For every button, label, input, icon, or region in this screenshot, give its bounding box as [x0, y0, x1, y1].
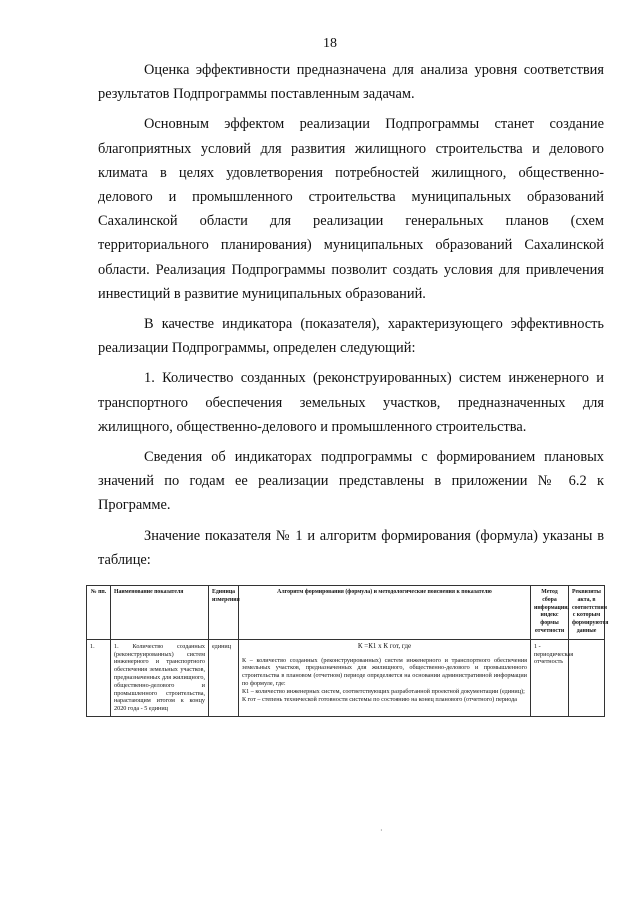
paragraph-main-effect: Основным эффектом реализации Подпрограммы станет создание благоприятных условий для развития жилищного строительства и делового климата в целях удовлетворения потребностей жилищного, общественно-делового и промышленного строительства муниципальных образований Сахалинской области для реализации генеральных планов (схем территориального планирования) муниципальных образований Сахалинской области. Реализация Подпрограммы позволит создать условия для привлечения инвестиций в развитие муниципальных образований.: [98, 116, 604, 302]
header-method: Метод сбора информации, индекс формы отчетности: [531, 586, 569, 640]
paragraph-indicator-1: 1. Количество созданных (реконструированных) систем инженерного и транспортного обеспечения земельных участков, предназначенных для жилищного, общественно-делового и промышленного строительства.: [98, 370, 604, 435]
header-algorithm: Алгоритм формирования (формула) и методологические пояснения к показателю: [239, 586, 531, 640]
document-body: [98, 58, 604, 576]
formula-text: К =К1 х К гот, где: [357, 641, 412, 650]
paragraph-indicator-intro: В качестве индикатора (показателя), характеризующего эффективность реализации Подпрограммы, определен следующий:: [98, 316, 604, 357]
cell-method: 1 - периодическая отчетность: [531, 639, 569, 716]
table-row: [87, 639, 605, 716]
table-header-row: [87, 586, 605, 640]
algorithm-line: К гот – степень технической готовности системы по состоянию на конец планового (отчетного) периода: [242, 695, 518, 703]
paragraph-appendix-reference: Сведения об индикаторах подпрограммы с формированием плановых значений по годам ее реализации представлены в приложении № 6.2 к Программе.: [98, 449, 604, 514]
cell-algorithm: [239, 639, 531, 716]
header-details: Реквизиты акта, в соответствии с которым формируются данные: [569, 586, 605, 640]
algorithm-line: К1 – количество инженерных систем, соответствующих разработанной проектной документации (единиц);: [242, 687, 525, 695]
algorithm-line: К – количество созданных (реконструированных) систем инженерного и транспортного обеспечения земельных участков, предназначенных для жилищного, общественно-делового и промышленного строительства в плановом (отчетном) периоде определяется на основании административной информации по формуле, где:: [242, 656, 527, 687]
cell-details: [569, 639, 605, 716]
header-unit: Единица измерения: [209, 586, 239, 640]
header-num: № пп.: [87, 586, 111, 640]
page-number: 18: [323, 36, 337, 51]
paragraph-table-intro: Значение показателя № 1 и алгоритм формирования (формула) указаны в таблице:: [98, 527, 604, 568]
header-name: Наименование показателя: [111, 586, 209, 640]
scan-speck: ·: [380, 826, 383, 835]
algorithm-explanation: [242, 657, 527, 704]
paragraph-efficiency-assessment: Оценка эффективности предназначена для анализа уровня соответствия результатов Подпрограммы поставленным задачам.: [98, 62, 604, 103]
cell-indicator-name: 1. Количество созданных (реконструированных) систем инженерного и транспортного обеспечения земельных участков, предназначенных для жилищного, общественно-делового и промышленного строительства, нарастающим итогом к концу 2020 года - 5 единиц: [111, 639, 209, 716]
cell-num: 1.: [87, 639, 111, 716]
indicator-table: [86, 585, 609, 717]
cell-unit: единиц: [209, 639, 239, 716]
